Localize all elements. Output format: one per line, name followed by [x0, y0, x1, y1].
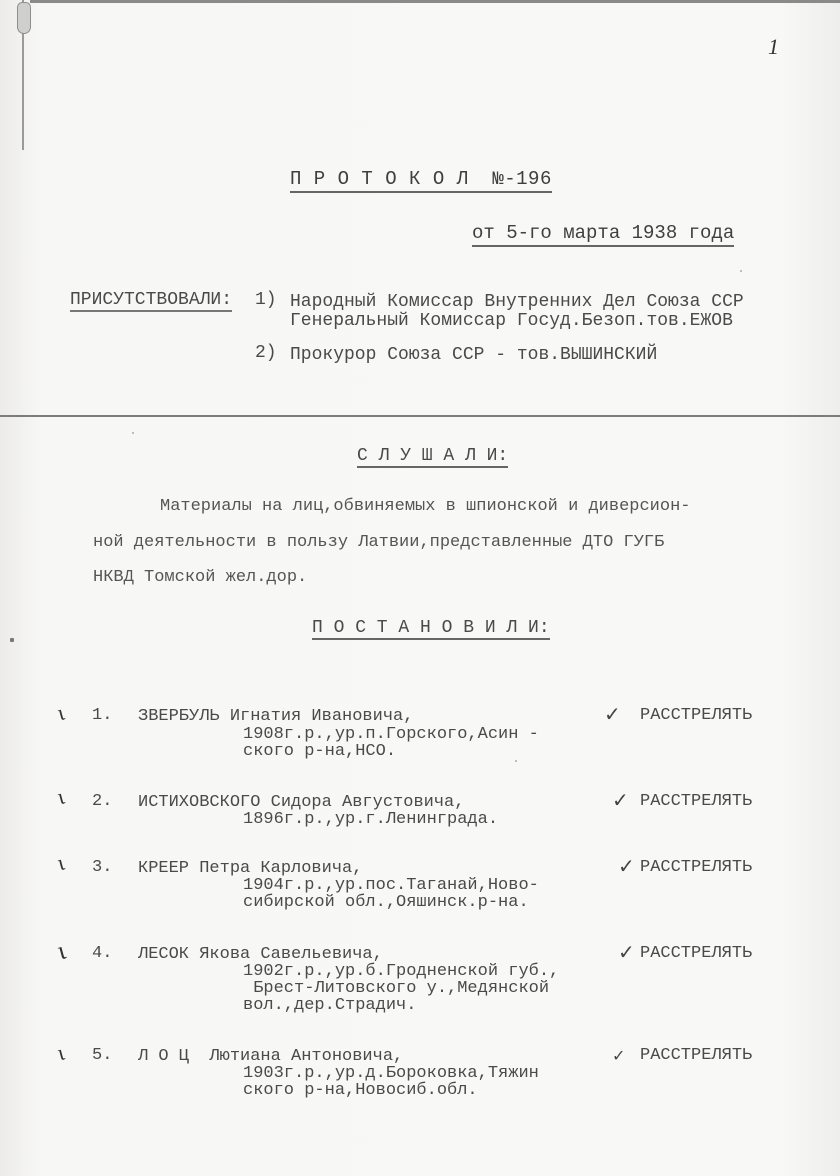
section-divider	[0, 415, 840, 417]
check-mark-icon: ✓	[604, 702, 621, 726]
check-mark-icon: ✓	[612, 1046, 626, 1065]
entry-name: ЛЕСОК Якова Савельевича,	[138, 945, 383, 964]
check-mark-icon: ✓	[618, 854, 635, 878]
entry-verdict: РАССТРЕЛЯТЬ	[640, 792, 753, 811]
paper-speck	[740, 270, 742, 272]
entry-detail: 1903г.р.,ур.д.Бороковка,Тяжин	[243, 1064, 539, 1083]
entry-number: 4.	[92, 944, 113, 963]
entry-name: ИСТИХОВСКОГО Сидора Августовича,	[138, 793, 465, 812]
resolved-heading: П О С Т А Н О В И Л И:	[312, 618, 550, 638]
attendee-line: Народный Комиссар Внутренних Дел Союза ССР	[290, 292, 744, 312]
entry-name: КРЕЕР Петра Карловича,	[138, 859, 363, 878]
entry-number: 2.	[92, 792, 113, 811]
entry-number: 3.	[92, 858, 113, 877]
entry-verdict: РАССТРЕЛЯТЬ	[640, 858, 753, 877]
entry-name: Л О Ц Лютиана Антоновича,	[138, 1047, 404, 1066]
entry-detail: 1896г.р.,ур.г.Ленинграда.	[243, 810, 499, 829]
check-mark-icon: ✓	[618, 940, 635, 964]
staple-icon	[17, 2, 31, 34]
entry-number: 1.	[92, 706, 113, 725]
attendee-line: Генеральный Комиссар Госуд.Безоп.тов.ЕЖОВ	[290, 311, 733, 331]
heard-text-line: Материалы на лиц,обвиняемых в шпионской и диверсион-	[160, 497, 691, 516]
attendee-number: 1)	[255, 290, 277, 310]
entry-number: 5.	[92, 1046, 113, 1065]
handwritten-tick-icon: ɩ	[54, 1039, 67, 1066]
entry-detail: ского р-на,Новосиб.обл.	[243, 1081, 478, 1100]
handwritten-tick-icon: ɩ	[54, 699, 67, 726]
entry-verdict: РАССТРЕЛЯТЬ	[640, 1046, 753, 1065]
check-mark-icon: ✓	[612, 788, 629, 812]
entry-name: ЗВЕРБУЛЬ Игнатия Ивановича,	[138, 707, 414, 726]
handwritten-tick-icon: ɩ	[54, 783, 67, 810]
entry-detail: сибирской обл.,Ояшинск.р-на.	[243, 893, 529, 912]
entry-detail: 1908г.р.,ур.п.Горского,Асин -	[243, 725, 539, 744]
heard-heading: С Л У Ш А Л И:	[357, 446, 509, 466]
entry-detail: Брест-Литовского у.,Медянской	[243, 979, 550, 998]
paper-speck	[10, 638, 14, 642]
page-number: 1	[768, 34, 779, 59]
entry-detail: ского р-на,НСО.	[243, 742, 397, 761]
attended-label: ПРИСУТСТВОВАЛИ:	[70, 290, 233, 310]
entry-detail: вол.,дер.Страдич.	[243, 996, 417, 1015]
heard-text-line: НКВД Томской жел.дор.	[93, 568, 308, 587]
entry-verdict: РАССТРЕЛЯТЬ	[640, 944, 753, 963]
paper-speck	[132, 432, 134, 434]
handwritten-tick-icon: ɩ	[54, 935, 69, 966]
entry-detail: 1904г.р.,ур.пос.Таганай,Ново-	[243, 876, 539, 895]
protocol-title: П Р О Т О К О Л №-196	[290, 168, 552, 193]
handwritten-tick-icon: ɩ	[54, 849, 67, 876]
page-top-edge	[30, 0, 840, 3]
attendee-number: 2)	[255, 343, 277, 363]
protocol-date: от 5-го марта 1938 года	[472, 222, 734, 247]
entry-detail: 1902г.р.,ур.б.Гродненской губ.,	[243, 962, 560, 981]
entry-verdict: РАССТРЕЛЯТЬ	[640, 706, 753, 725]
attendee-line: Прокурор Союза ССР - тов.ВЫШИНСКИЙ	[290, 345, 658, 365]
paper-speck	[515, 760, 517, 762]
heard-text-line: ной деятельности в пользу Латвии,представленные ДТО ГУГБ	[93, 533, 665, 552]
